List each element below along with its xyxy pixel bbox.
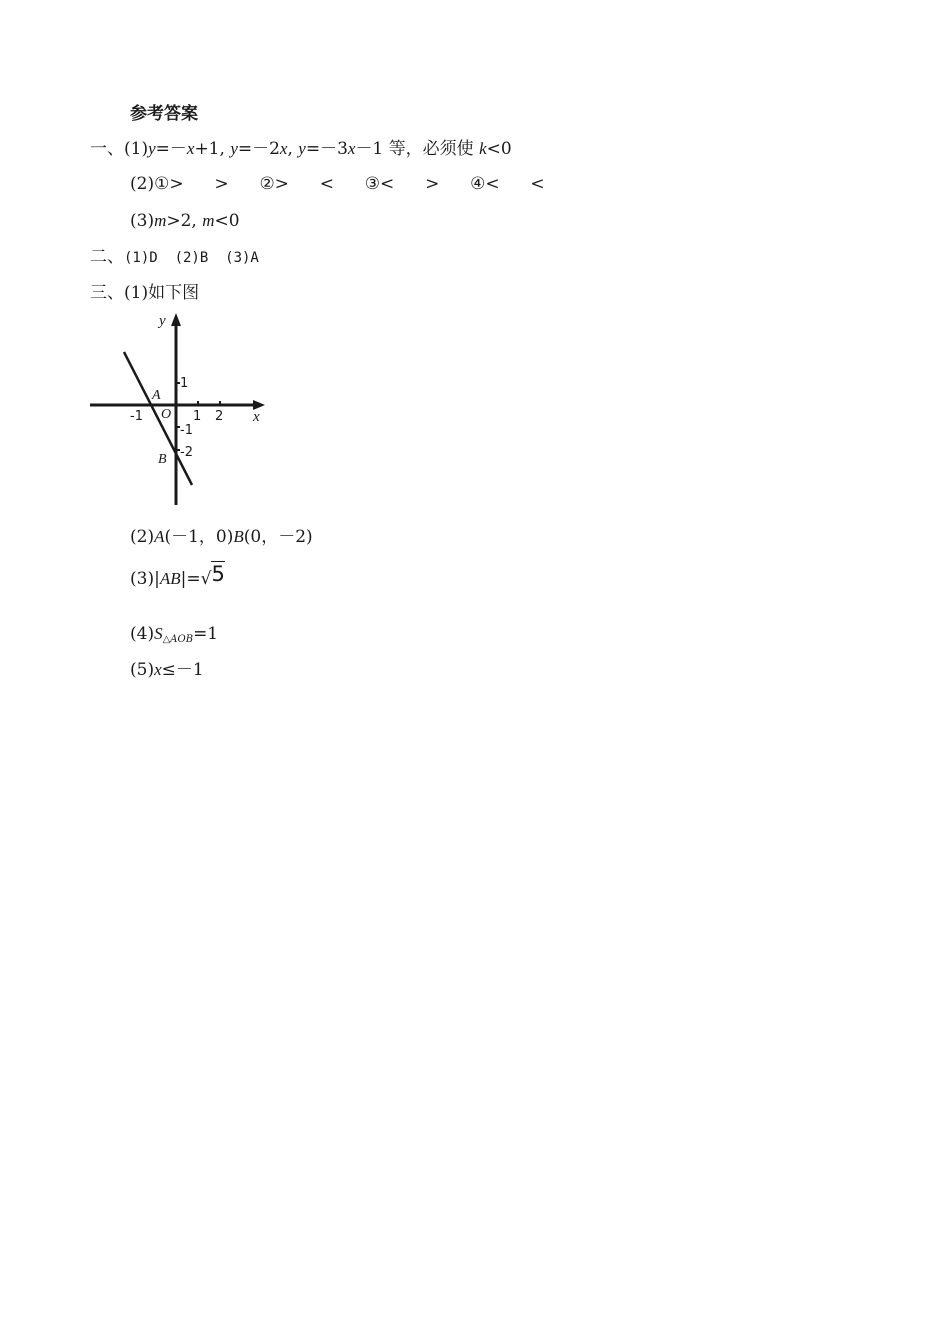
text: =1 (193, 624, 219, 644)
answer-2 (90, 246, 259, 269)
point-a-label: A (152, 388, 161, 403)
answer-1-2 (130, 173, 545, 195)
section-prefix-3: 三、 (90, 283, 124, 303)
section-prefix-2: 二、 (90, 247, 124, 267)
var-y: y (230, 139, 238, 158)
answer-3-1 (90, 282, 199, 304)
text: >2, (166, 211, 197, 231)
answer-3-5 (130, 659, 204, 681)
text: | (154, 569, 160, 589)
coordinate-graph (88, 310, 268, 510)
x-axis-label: x (253, 409, 260, 425)
text: , (287, 139, 293, 159)
text: |= (180, 569, 201, 589)
point-b: B (233, 527, 244, 546)
q-num: (2) (130, 174, 155, 194)
answer-1-3 (130, 210, 240, 232)
sqrt-sign: √ (200, 569, 212, 589)
text: =－ (155, 139, 187, 159)
y-tick-label-1: 1 (180, 376, 189, 391)
q-num: (2) (130, 527, 155, 547)
var-x: x (347, 139, 356, 158)
y-tick-label-neg2: -2 (180, 445, 193, 460)
var-x: x (154, 660, 162, 679)
text: －1 等，必须使 (355, 139, 474, 159)
triangle-subscript: △AOB (162, 634, 194, 645)
y-axis-label: y (159, 313, 166, 329)
answer-1-1 (90, 138, 512, 160)
point-b-label: B (158, 452, 167, 467)
q-num: (1) (124, 139, 149, 159)
var-m: m (154, 211, 167, 230)
q-num: (5) (130, 660, 155, 680)
var-x: x (279, 139, 288, 158)
q-num: (3) (130, 211, 155, 231)
answer-text: (1)D (2)B (3)A (124, 250, 259, 266)
var-y: y (148, 139, 156, 158)
q-num: (1) (124, 283, 149, 303)
y-tick-label-neg1: -1 (180, 423, 193, 438)
area-symbol: S (154, 624, 163, 643)
answer-3-2 (130, 526, 313, 548)
text: ≤－1 (161, 660, 204, 680)
var-y: y (298, 139, 306, 158)
text: =－2 (237, 139, 280, 159)
origin-label: O (161, 407, 172, 422)
radicand: 5 (211, 562, 225, 586)
text: +1, (194, 139, 225, 159)
answer-3-3 (130, 562, 225, 590)
text: <0 (214, 211, 240, 231)
q-num: (3) (130, 569, 155, 589)
page-title: 参考答案 (130, 104, 198, 124)
text: <0 (486, 139, 512, 159)
answer-3-4 (130, 623, 218, 651)
var-m: m (202, 211, 215, 230)
text: (0，－2) (243, 527, 313, 547)
x-tick-label-2: 2 (215, 409, 224, 424)
y-axis-arrow (171, 313, 181, 326)
point-a: A (154, 527, 165, 546)
answer-text: 如下图 (148, 283, 200, 303)
section-prefix-1: 一、 (90, 139, 124, 159)
text: (－1，0) (164, 527, 234, 547)
q-num: (4) (130, 624, 155, 644)
x-tick-label-1: 1 (193, 409, 202, 424)
text: =－3 (305, 139, 348, 159)
var-k: k (479, 139, 487, 158)
x-tick-label-neg1: -1 (130, 409, 143, 424)
answer-text: ①> > ②> < ③< > ④< < (154, 174, 545, 194)
var-x: x (186, 139, 195, 158)
segment-ab: AB (159, 569, 181, 588)
